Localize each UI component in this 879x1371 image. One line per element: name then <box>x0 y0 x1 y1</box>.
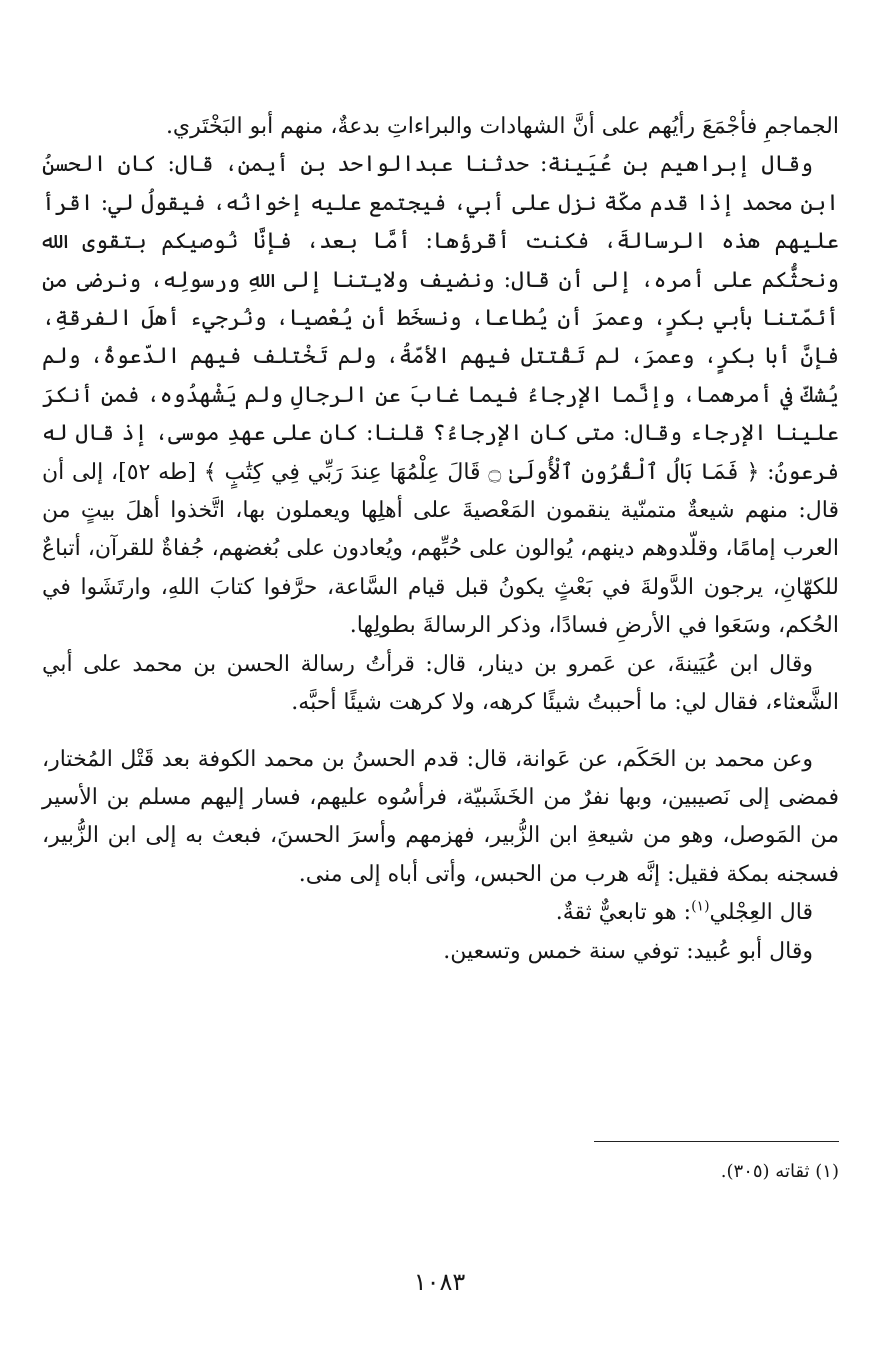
paragraph-muhammad-ibn-al-hakam: وعن محمد بن الحَكَم، عن عَوانة، قال: قدم الحسنُ بن محمد الكوفة بعد قَتْل المُختار، فمضى إلى نَصيبين، وبها نفرٌ من الخَشَبيّة، فرأسُوه عليهم، فسار إليهم مسلم بن الأسير من المَوصل، وهو من شيعةِ ابن الزُّبير، فهزمهم وأسرَ الحسنَ، فبعث به إلى ابن الزُّبير، فسجنه بمكة فقيل: إنَّه هرب من الحبس، وأتى أباه إلى منى. <box>42 746 839 887</box>
footnote: (١) ثقاته (٣٠٥). <box>720 1161 839 1182</box>
page-number: ١٠٨٣ <box>413 1268 466 1296</box>
footnote-marker: (١) <box>691 898 710 915</box>
paragraph-ibrahim-ibn-uyayna: وقال إبراهيم بن عُيَينة: حدثنا عبدالواحد بن أيمن، قال: كان الحسنُ ابن محمد إذا قدم مكّة نزل على أبي، فيجتمع عليه إخوانُه، فيقولُ لي: اقرأ عليهم هذه الرسالةَ، فكنت أقرؤها: أمَّا بعد، فإنَّا نُوصيكم بتقوى الله ونحثُّكم على أمره، إلى أن قال: ونضيف ولايتنا إلى اللهِ ورسولِه، ونرضى من أئمّتنا بأبي بكرٍ، وعمرَ أن يُطاعا، ونسخَط أن يُعْصيا، ونُرجيء أهلَ الفرقةِ، فإنَّ أبا بكرٍ، وعمرَ، لم تَقْتتل فيهم الأمّةُ، ولم تَخْتلف فيهم الدّعوةُ، ولم يُشكّ في أمرهما، وإنَّما الإرجاءُ فيما غابَ عن الرجالِ ولم يَشْهدُوه، فمن أنكرَ علينا الإرجاء وقال: متى كان الإرجاءُ؟ قلنا: كان على عهدِ موسى، إذ قال له فرعونُ: ﴿ فَمَا بَالُ ٱلْقُرُونِ ٱلْأُولَىٰ ۝ قَالَ عِلْمُهَا عِندَ رَبِّي فِي كِتَٰبٍ ﴾ [طه ٥٢]، إلى أن قال: منهم شيعةٌ متمنّية ينقمون المَعْصيةَ على أهلِها ويعملون بها، اتَّخذوا أهلَ بيتٍ من العرب إمامًا، وقلّدوهم دينهم، يُوالون على حُبِّهم، ويُعادون على بُغضهم، جُفاةٌ للقرآن، أتباعٌ للكهّانِ، يرجون الدَّولةَ في بَعْثٍ يكونُ قبل قيام السَّاعة، حرَّفوا كتابَ اللهِ، وارتَشَوا في الحُكم، وسَعَوا في الأرضِ فسادًا، وذكر الرسالةَ بطولِها. <box>42 152 840 639</box>
al-ijli-statement: : هو تابعيٌّ ثقةٌ. <box>555 900 692 926</box>
paragraph-ibn-uyayna: وقال ابن عُيَينةَ، عن عَمرو بن دينار، قال: قرأتُ رسالة الحسن بن محمد على أبي الشَّعثاء، فقال لي: ما أحببتُ شيئًا كرهه، ولا كرهت شيئًا أحبَّه. <box>42 651 839 716</box>
paragraph-gap <box>42 723 839 741</box>
al-ijli-attribution: قال العِجْلي <box>709 900 813 926</box>
main-text <box>42 108 839 971</box>
footnote-divider <box>594 1141 839 1142</box>
paragraph-abu-ubayd: وقال أبو عُبيد: توفي سنة خمس وتسعين. <box>443 938 813 964</box>
paragraph-al-ijli <box>42 894 839 932</box>
paragraph-opening: الجماجمِ فأجْمَعَ رأيُهم على أنَّ الشهادات والبراءاتِ بدعةٌ، منهم أبو البَخْتَري. <box>165 114 839 139</box>
